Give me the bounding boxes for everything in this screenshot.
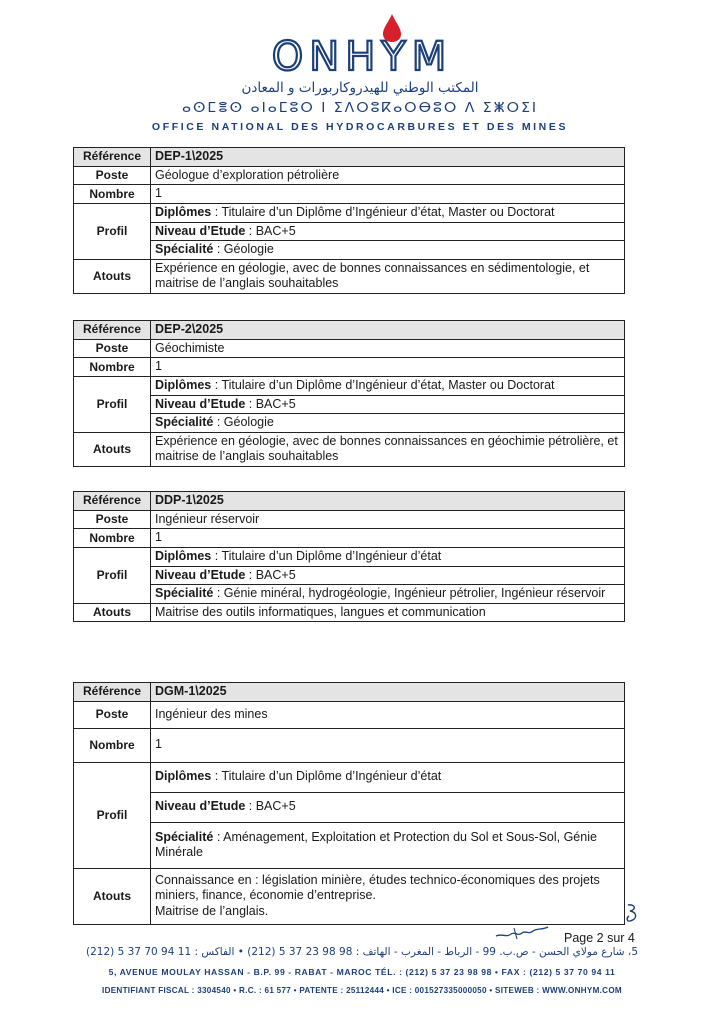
profil-row <box>74 762 625 792</box>
reference-label: Référence <box>74 492 151 511</box>
profil-row <box>74 376 625 395</box>
niveau-value: : BAC+5 <box>245 799 296 814</box>
atouts-value: Maitrise des outils informatiques, langues et communication <box>151 603 625 622</box>
niveau-cell <box>151 222 625 241</box>
atouts-label: Atouts <box>74 432 151 466</box>
profil-row <box>74 203 625 222</box>
diplomes-value: : Titulaire d’un Diplôme d’Ingénieur d’état <box>211 769 442 784</box>
poste-row <box>74 510 625 529</box>
poste-label: Poste <box>74 166 151 185</box>
profil-label: Profil <box>74 547 151 603</box>
signature-mark <box>494 924 550 947</box>
poste-label: Poste <box>74 339 151 358</box>
nombre-row <box>74 185 625 204</box>
nombre-label: Nombre <box>74 728 151 762</box>
reference-value: DEP-2\2025 <box>151 321 625 340</box>
atouts-line-1: Connaissance en : législation minière, études technico-économiques des projets miniers, finance, économie d’entreprise. <box>155 872 600 903</box>
diplomes-label: Diplômes <box>155 204 212 219</box>
atouts-label: Atouts <box>74 603 151 622</box>
specialite-row <box>74 241 625 260</box>
atouts-row <box>74 432 625 466</box>
nombre-label: Nombre <box>74 185 151 204</box>
poste-value: Géochimiste <box>151 339 625 358</box>
reference-row <box>74 492 625 511</box>
reference-row <box>74 148 625 167</box>
atouts-value: Expérience en géologie, avec de bonnes connaissances en géochimie pétrolière, et maitrise de l’anglais souhaitables <box>151 432 625 466</box>
arabic-org-name: المكتب الوطني للهيدروكاربورات و المعادن <box>241 80 479 96</box>
atouts-value: Expérience en géologie, avec de bonnes connaissances en sédimentologie, et maitrise de l’anglais souhaitables <box>151 259 625 293</box>
profil-label: Profil <box>74 376 151 432</box>
specialite-row <box>74 414 625 433</box>
poste-value: Ingénieur des mines <box>151 701 625 728</box>
poste-row <box>74 166 625 185</box>
nombre-label: Nombre <box>74 358 151 377</box>
atouts-label: Atouts <box>74 259 151 293</box>
niveau-row <box>74 395 625 414</box>
nombre-label: Nombre <box>74 529 151 548</box>
reference-label: Référence <box>74 148 151 167</box>
nombre-row <box>74 529 625 548</box>
poste-value: Ingénieur réservoir <box>151 510 625 529</box>
logo-text: ONHYM <box>271 34 453 72</box>
specialite-label: Spécialité <box>155 415 214 430</box>
specialite-cell <box>151 822 625 868</box>
diplomes-value: : Titulaire d’un Diplôme d’Ingénieur d’état, Master ou Doctorat <box>211 377 555 392</box>
diplomes-cell <box>151 203 625 222</box>
nombre-value: 1 <box>151 728 625 762</box>
poste-row <box>74 701 625 728</box>
initials-mark <box>624 902 642 929</box>
niveau-cell <box>151 566 625 585</box>
poste-value: Géologue d’exploration pétrolière <box>151 166 625 185</box>
specialite-cell <box>151 585 625 604</box>
onhym-logo-mark <box>242 14 482 72</box>
reference-value: DEP-1\2025 <box>151 148 625 167</box>
niveau-label: Niveau d’Etude <box>155 799 246 814</box>
nombre-row <box>74 728 625 762</box>
reference-row <box>74 321 625 340</box>
atouts-row <box>74 259 625 293</box>
niveau-label: Niveau d’Etude <box>155 567 246 582</box>
job-table-dgm-1 <box>73 682 625 925</box>
poste-label: Poste <box>74 510 151 529</box>
niveau-label: Niveau d’Etude <box>155 396 246 411</box>
specialite-value: : Géologie <box>213 415 274 430</box>
reference-label: Référence <box>74 321 151 340</box>
profil-row <box>74 547 625 566</box>
diplomes-value: : Titulaire d’un Diplôme d’Ingénieur d’état, Master ou Doctorat <box>211 204 555 219</box>
specialite-cell <box>151 241 625 260</box>
profil-label: Profil <box>74 203 151 259</box>
arabic-address: 5، شارع مولاي الحسن - ص.ب. 99 - الرباط - المغرب - الهاتف : 98 98 23 37 5 (212) • الفاكس : 11 94 70 37 5 (212) <box>85 946 638 958</box>
atouts-line-2: Maitrise de l’anglais. <box>155 903 269 918</box>
nombre-value: 1 <box>151 529 625 548</box>
onhym-logo <box>0 14 724 72</box>
specialite-cell <box>151 414 625 433</box>
specialite-value: : Aménagement, Exploitation et Protection du Sol et Sous-Sol, Génie Minérale <box>155 829 597 860</box>
specialite-label: Spécialité <box>155 829 214 844</box>
niveau-value: : BAC+5 <box>245 567 296 582</box>
diplomes-label: Diplômes <box>155 548 212 563</box>
nombre-value: 1 <box>151 185 625 204</box>
nombre-value: 1 <box>151 358 625 377</box>
page-number: Page 2 sur 4 <box>564 931 635 945</box>
address-line: 5, AVENUE MOULAY HASSAN - B.P. 99 - RABAT - MAROC TÉL. : (212) 5 37 23 98 98 • FAX : (212) 5 37 70 94 11 <box>108 967 616 977</box>
reference-value: DGM-1\2025 <box>151 683 625 702</box>
niveau-row <box>74 222 625 241</box>
identifiers-line: IDENTIFIANT FISCAL : 3304540 • R.C. : 61 577 • PATENTE : 25112444 • ICE : 001527335000050 • SITEWEB : WWW.ONHYM.COM <box>102 986 622 995</box>
niveau-value: : BAC+5 <box>245 396 296 411</box>
specialite-label: Spécialité <box>155 242 214 257</box>
nombre-row <box>74 358 625 377</box>
job-table-ddp-1 <box>73 491 625 622</box>
atouts-label: Atouts <box>74 868 151 924</box>
diplomes-cell <box>151 762 625 792</box>
reference-value: DDP-1\2025 <box>151 492 625 511</box>
atouts-value <box>151 868 625 924</box>
poste-label: Poste <box>74 701 151 728</box>
specialite-row <box>74 822 625 868</box>
diplomes-value: : Titulaire d’un Diplôme d’Ingénieur d’état <box>211 548 442 563</box>
specialite-value: : Géologie <box>213 242 274 257</box>
specialite-value: : Génie minéral, hydrogéologie, Ingénieur pétrolier, Ingénieur réservoir <box>213 586 606 601</box>
specialite-row <box>74 585 625 604</box>
job-table-dep-2 <box>73 320 625 467</box>
niveau-cell <box>151 792 625 822</box>
diplomes-cell <box>151 547 625 566</box>
tifinagh-org-name: ⴰⵙⵎⴻⵙ ⴰⵏⴰⵎⵓⵔ ⵏ ⵉⴷⵔⵓⴽⴰⵔⴱⵓⵔ ⴷ ⵉⵥⵔⵉⵏ <box>181 100 539 116</box>
niveau-value: : BAC+5 <box>245 223 296 238</box>
niveau-row <box>74 792 625 822</box>
profil-label: Profil <box>74 762 151 868</box>
reference-row <box>74 683 625 702</box>
diplomes-cell <box>151 376 625 395</box>
diplomes-label: Diplômes <box>155 377 212 392</box>
diplomes-label: Diplômes <box>155 769 212 784</box>
niveau-row <box>74 566 625 585</box>
specialite-label: Spécialité <box>155 586 214 601</box>
niveau-cell <box>151 395 625 414</box>
niveau-label: Niveau d’Etude <box>155 223 246 238</box>
french-org-name: OFFICE NATIONAL DES HYDROCARBURES ET DES MINES <box>151 121 569 133</box>
job-table-dep-1 <box>73 147 625 294</box>
poste-row <box>74 339 625 358</box>
atouts-row <box>74 868 625 924</box>
reference-label: Référence <box>74 683 151 702</box>
atouts-row <box>74 603 625 622</box>
